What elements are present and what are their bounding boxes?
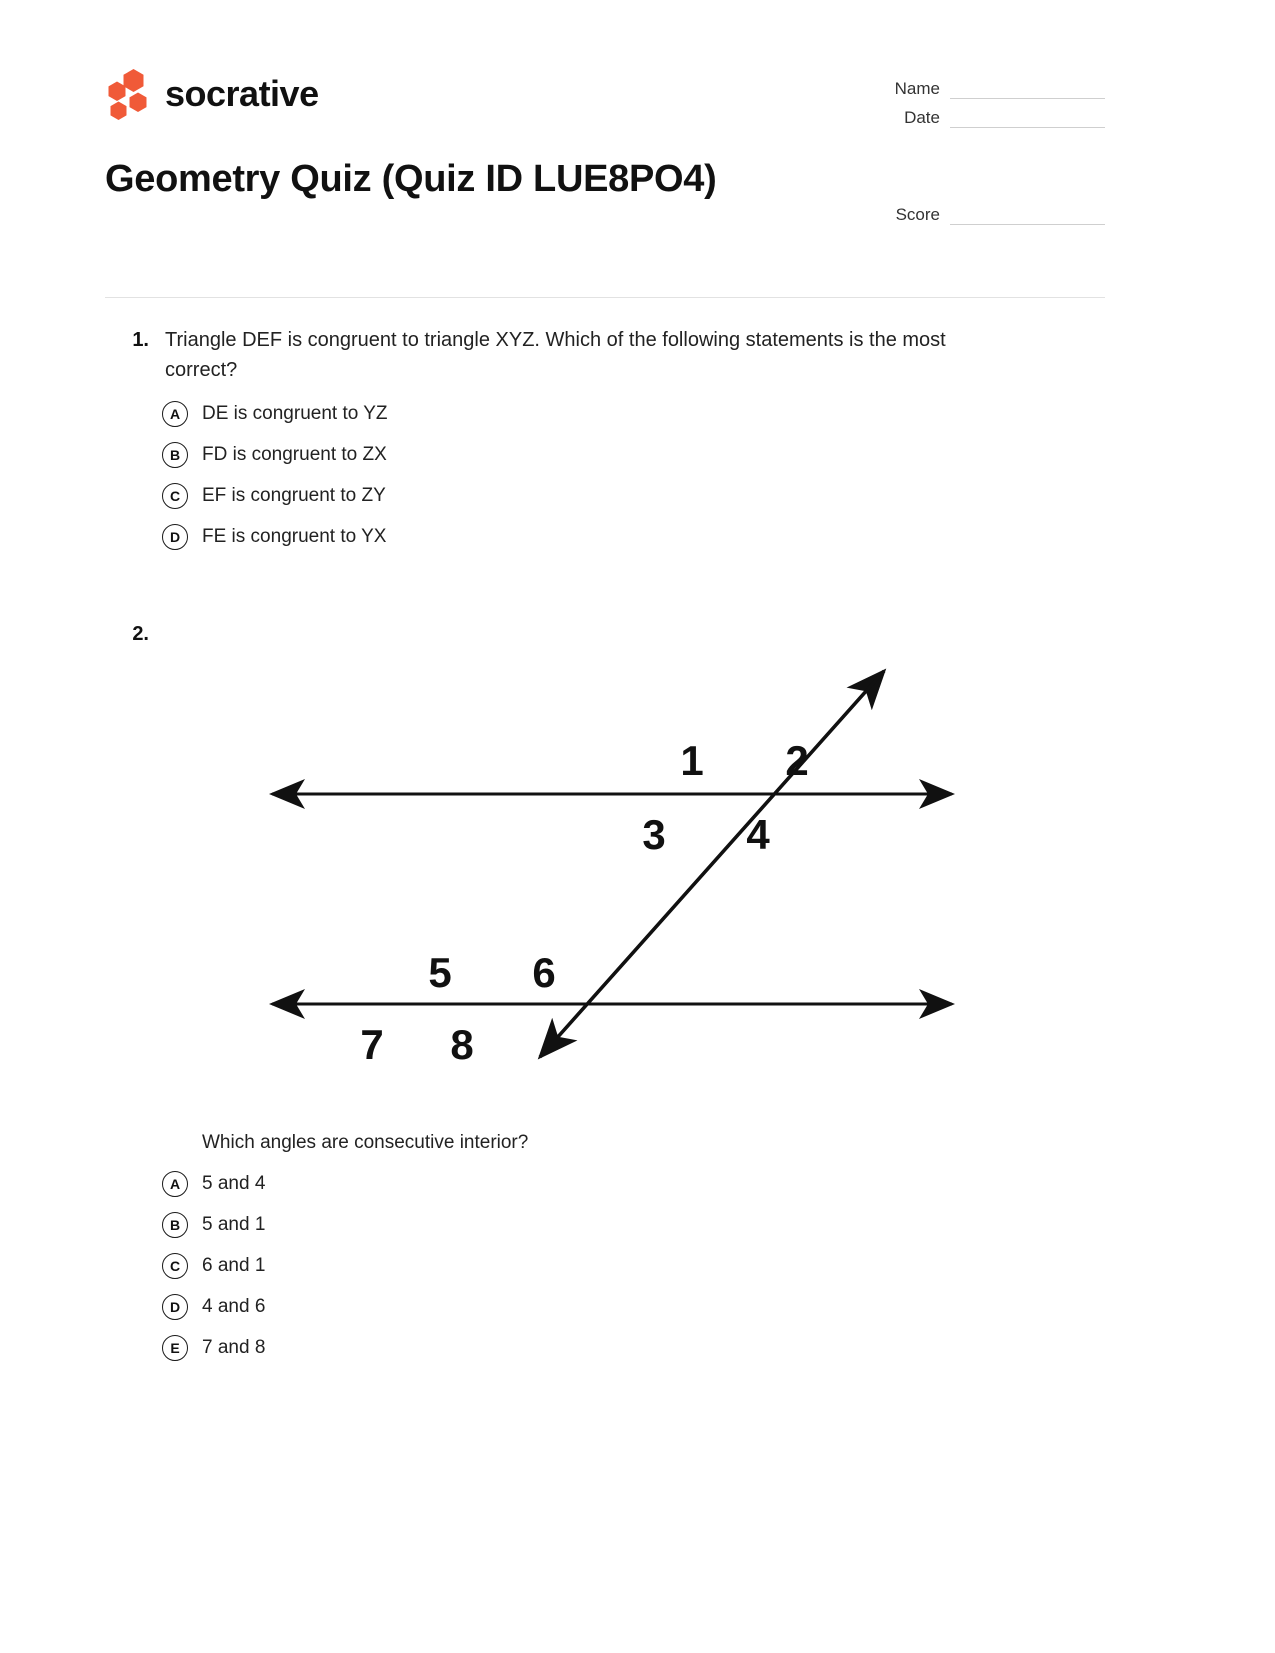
- angle-label-5: 5: [428, 949, 452, 996]
- question-2-choice-e[interactable]: [105, 1327, 1105, 1368]
- questions-list: [105, 325, 1105, 1368]
- choice-label-a: DE is congruent to YZ: [202, 402, 388, 424]
- choice-bubble-d[interactable]: D: [162, 1294, 188, 1320]
- choice-label-c: EF is congruent to ZY: [202, 484, 386, 506]
- choice-label-d: 4 and 6: [202, 1295, 266, 1317]
- question-2: [105, 619, 1105, 1368]
- question-1-number: 1.: [132, 329, 149, 351]
- angle-label-3: 3: [642, 811, 666, 858]
- question-2-choices: [105, 1163, 1105, 1368]
- question-2-choice-d[interactable]: [105, 1286, 1105, 1327]
- question-2-head: [105, 619, 1105, 649]
- angle-label-7: 7: [360, 1021, 384, 1068]
- brand-name: socrative: [165, 73, 319, 114]
- choice-label-b: 5 and 1: [202, 1213, 266, 1235]
- question-2-text: Which angles are consecutive interior?: [202, 1132, 529, 1153]
- choice-bubble-e[interactable]: E: [162, 1335, 188, 1361]
- student-meta-fields: [845, 70, 1105, 225]
- choice-bubble-d[interactable]: D: [162, 524, 188, 550]
- name-field-row: [845, 70, 1105, 99]
- date-field-label: Date: [904, 108, 940, 127]
- question-1-head: [105, 325, 1105, 385]
- choice-bubble-a[interactable]: A: [162, 401, 188, 427]
- question-1-text: Triangle DEF is congruent to triangle XYZ. Which of the following statements is the most correct?: [165, 329, 946, 381]
- brand-logo: [105, 68, 319, 120]
- question-1-choice-a[interactable]: [105, 393, 1105, 434]
- score-field-row: [845, 196, 1105, 225]
- choice-label-d: FE is congruent to YX: [202, 525, 387, 547]
- header-divider: [105, 297, 1105, 298]
- question-2-choice-a[interactable]: [105, 1163, 1105, 1204]
- angle-label-4: 4: [746, 811, 770, 858]
- transversal-line-lower-arrow: [540, 671, 884, 1057]
- choice-bubble-c[interactable]: C: [162, 483, 188, 509]
- question-1: [105, 325, 1105, 557]
- choice-label-e: 7 and 8: [202, 1336, 266, 1358]
- socrative-hexagon-logo-icon: [105, 68, 151, 120]
- parallel-lines-transversal-diagram: [162, 649, 992, 1129]
- choice-label-b: FD is congruent to ZX: [202, 443, 387, 465]
- question-2-choice-c[interactable]: [105, 1245, 1105, 1286]
- choice-label-a: 5 and 4: [202, 1172, 266, 1194]
- question-1-choice-c[interactable]: [105, 475, 1105, 516]
- score-field-label: Score: [895, 205, 940, 224]
- page-header: [105, 60, 1105, 295]
- angle-label-2: 2: [785, 737, 809, 784]
- choice-bubble-b[interactable]: B: [162, 442, 188, 468]
- angle-label-1: 1: [680, 737, 704, 784]
- question-2-number: 2.: [132, 623, 149, 645]
- choice-label-c: 6 and 1: [202, 1254, 266, 1276]
- name-field-input[interactable]: [950, 78, 1105, 99]
- angle-label-8: 8: [450, 1021, 474, 1068]
- choice-bubble-a[interactable]: A: [162, 1171, 188, 1197]
- question-1-choices: [105, 393, 1105, 557]
- page-title: Geometry Quiz (Quiz ID LUE8PO4): [105, 158, 717, 200]
- date-field-input[interactable]: [950, 107, 1105, 128]
- choice-bubble-c[interactable]: C: [162, 1253, 188, 1279]
- angle-label-6: 6: [532, 949, 556, 996]
- question-2-choice-b[interactable]: [105, 1204, 1105, 1245]
- date-field-row: [845, 99, 1105, 128]
- question-1-choice-d[interactable]: [105, 516, 1105, 557]
- choice-bubble-b[interactable]: B: [162, 1212, 188, 1238]
- score-field-input[interactable]: [950, 204, 1105, 225]
- transversal-figure-svg: [162, 649, 992, 1129]
- question-1-choice-b[interactable]: [105, 434, 1105, 475]
- name-field-label: Name: [894, 79, 940, 98]
